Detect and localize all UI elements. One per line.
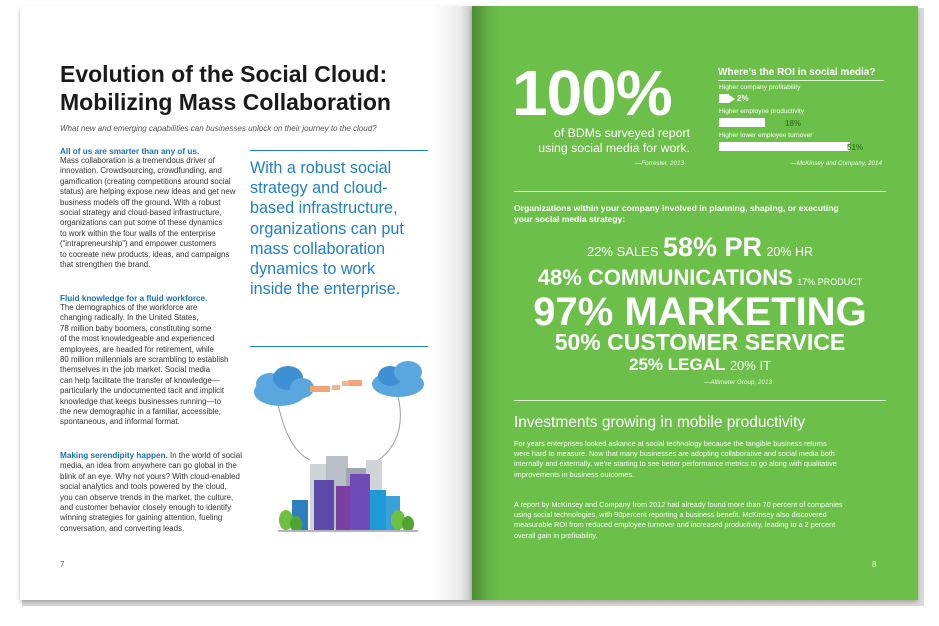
roi-label: Higher employee productivity	[719, 108, 805, 115]
cloud-item-sales: 22% SALES	[586, 244, 659, 259]
quote-line: based infrastructure,	[250, 199, 398, 218]
para-line: were hard to measure. Now that many businesses are adopting collaborative and social media both	[514, 449, 835, 459]
roi-bar	[719, 142, 850, 151]
cloud-item-pr: 58% PR	[662, 232, 763, 262]
stat-line: using social media for work.	[538, 140, 690, 155]
body-line: blink of an eye. Why not yours? With cloud-enabled	[60, 471, 240, 481]
title-line-2: Mobilizing Mass Collaboration	[60, 89, 391, 115]
body-line: media, an idea from anywhere can go global in the	[60, 461, 237, 471]
stat-description	[518, 126, 690, 155]
quote-line: organizations can put	[250, 219, 404, 238]
body-line: spontaneous, and informal format.	[60, 417, 180, 427]
cloud-item-hr: 20% HR	[766, 245, 814, 259]
roi-bar-row	[719, 117, 885, 128]
section-rule-2	[514, 400, 886, 401]
body-line: changing radically. In the United States,	[60, 313, 199, 323]
para-line: internally and externally, we’re starting to see better performance metrics to go along with qualitative	[514, 459, 837, 469]
para-line: improvements in business outcomes.	[514, 469, 635, 479]
quote-line: With a robust social	[250, 159, 392, 177]
cloud-item-marketing: 97% MARKETING	[533, 290, 867, 334]
roi-title: Where’s the ROI in social media?	[718, 67, 876, 78]
roi-rule	[718, 80, 884, 81]
roi-label: Higher company profitability	[719, 84, 801, 91]
section-heading: All of us are smarter than any of us.	[60, 147, 200, 156]
body-line: winning strategies for gaining attention, fueling	[60, 513, 223, 523]
body-line: knowledge that keeps businesses running—to	[60, 396, 221, 406]
section-body	[60, 303, 245, 428]
stat-source: —Forrester, 2013	[635, 160, 684, 167]
cable-right	[376, 396, 400, 462]
body-line: that strengthen the brand.	[60, 260, 151, 270]
body-line: 78 million baby boomers, constituting some	[60, 323, 212, 333]
body-line-rest: In the world of social	[167, 451, 242, 460]
mobile-paragraph-1	[514, 439, 886, 480]
roi-source: —McKinsey and Company, 2014	[790, 160, 882, 167]
body-line: of the most knowledgeable and experienced	[60, 334, 215, 344]
reaching-hands-icon	[310, 380, 362, 392]
section-smarter	[60, 147, 245, 270]
body-line: the new demographic in a familiar, accessible,	[60, 407, 221, 417]
cable-left	[278, 404, 310, 460]
cloud-item-communications: 48% COMMUNICATIONS	[537, 265, 793, 290]
ground-line	[278, 530, 418, 532]
word-cloud-row-1	[514, 232, 886, 267]
quote-bottom-rule	[250, 346, 428, 347]
section-heading: Making serendipity happen.	[60, 451, 168, 460]
section-serendipity	[60, 451, 250, 534]
roi-bar-value: 18%	[785, 119, 802, 128]
section-rule-1	[514, 191, 886, 192]
roi-bar-value: 51%	[847, 143, 864, 152]
section-heading: Fluid knowledge for a fluid workforce.	[60, 294, 208, 303]
cloud-heading-line: Organizations within your company involved in planning, shaping, or executing	[514, 203, 839, 213]
roi-bar	[719, 118, 765, 127]
right-gutter-shade	[472, 6, 502, 600]
cloud-heading-line: your social media strategy:	[514, 214, 626, 224]
stat-line: of BDMs surveyed report	[554, 126, 690, 140]
pull-quote	[250, 158, 430, 299]
body-line: gamification (creating competitions around social	[60, 176, 231, 186]
body-line: The demographics of the workforce are	[60, 303, 198, 312]
right-cloud-icon	[372, 361, 424, 397]
body-line: themselves in the job market. Social media	[60, 365, 210, 375]
left-gutter-shade	[432, 6, 472, 600]
body-line: can help facilitate the transfer of knowledge—	[60, 375, 220, 385]
body-line: organizations can put some of these dynamics	[60, 218, 223, 228]
body-line: particularly the undocumented tacit and implicit	[60, 386, 225, 396]
left-cloud-icon	[254, 366, 314, 406]
body-line: to cocreate new products, ideas, and campaigns	[60, 249, 230, 259]
cloud-item-customer-service: 50% CUSTOMER SERVICE	[554, 329, 846, 355]
body-line	[60, 451, 250, 461]
section-fluid-knowledge	[60, 294, 245, 428]
page-subtitle: What new and emerging capabilities can businesses unlock on their journey to the cloud?	[60, 124, 377, 133]
body-line: conversation, and converting leads.	[60, 523, 185, 533]
quote-line: mass collaboration	[250, 239, 385, 258]
para-line: using social technologies, with 90percent reporting a business benefit. McKinsey also discovered	[514, 510, 827, 520]
body-line: to work within the four walls of the enterprise	[60, 228, 216, 238]
title-line-1: Evolution of the Social Cloud:	[60, 61, 388, 87]
body-line: and customer behavior closely enough to identify	[60, 503, 232, 513]
quote-top-rule	[250, 150, 428, 151]
roi-bar-row	[719, 141, 885, 152]
mobile-paragraph-2	[514, 500, 886, 541]
body-line: business models off the ground. With a robust	[60, 197, 221, 207]
page-number-left: 7	[60, 560, 65, 569]
para-line: measurable ROI from reduced employee turnover and increased productivity, leading to a 2 percent	[514, 520, 836, 530]
cloud-item-it: 20% IT	[729, 358, 771, 373]
body-line: social analytics and tools powered by the cloud,	[60, 482, 227, 492]
section-body	[60, 156, 245, 270]
word-cloud-row-5	[514, 353, 886, 378]
body-line: innovation. Crowdsourcing, crowdfunding, and	[60, 166, 222, 176]
roi-bar-row	[719, 93, 885, 104]
roi-bar-value: 2%	[737, 94, 749, 103]
quote-line: dynamics to work	[250, 260, 376, 279]
para-line: A report by McKinsey and Company from 2012 had already found more than 70 percent of companies	[514, 500, 843, 509]
cloud-heading	[514, 203, 886, 225]
page-title	[60, 60, 400, 116]
roi-bar	[719, 94, 729, 103]
cloud-item-product: 17% PRODUCT	[797, 277, 863, 287]
body-line: status) are helping expose new ideas and get new	[60, 187, 236, 197]
para-line: For years enterprises looked askance at social technology because the tangible business returns	[514, 439, 827, 448]
city-buildings-icon	[292, 456, 400, 530]
roi-bar-arrow	[729, 95, 735, 103]
body-line: employees, are headed for retirement, while	[60, 344, 214, 354]
cloud-item-legal: 25% LEGAL	[629, 355, 726, 374]
quote-line: strategy and cloud-	[250, 179, 388, 198]
quote-line: inside the enterprise.	[250, 280, 401, 299]
body-line: Mass collaboration is a tremendous driver of	[60, 156, 215, 165]
section-body	[60, 451, 250, 534]
cloud-source: —Altimeter Group, 2013	[704, 379, 772, 386]
body-line: social strategy and cloud-based infrastructure,	[60, 208, 222, 218]
page-number-right: 8	[872, 560, 877, 569]
roi-label: Higher lower employee turnover	[719, 132, 813, 139]
body-line: you can observe trends in the market, the culture,	[60, 492, 234, 502]
body-line: 80 million millennials are scrambling to establish	[60, 355, 229, 365]
body-line: (“intrapreneurship”) and empower customers	[60, 239, 217, 249]
mobile-heading: Investments growing in mobile productivity	[514, 414, 806, 431]
stat-big-number: 100%	[512, 57, 672, 129]
cloud-city-illustration	[248, 360, 428, 545]
para-line: overall gain in profitability.	[514, 530, 598, 540]
